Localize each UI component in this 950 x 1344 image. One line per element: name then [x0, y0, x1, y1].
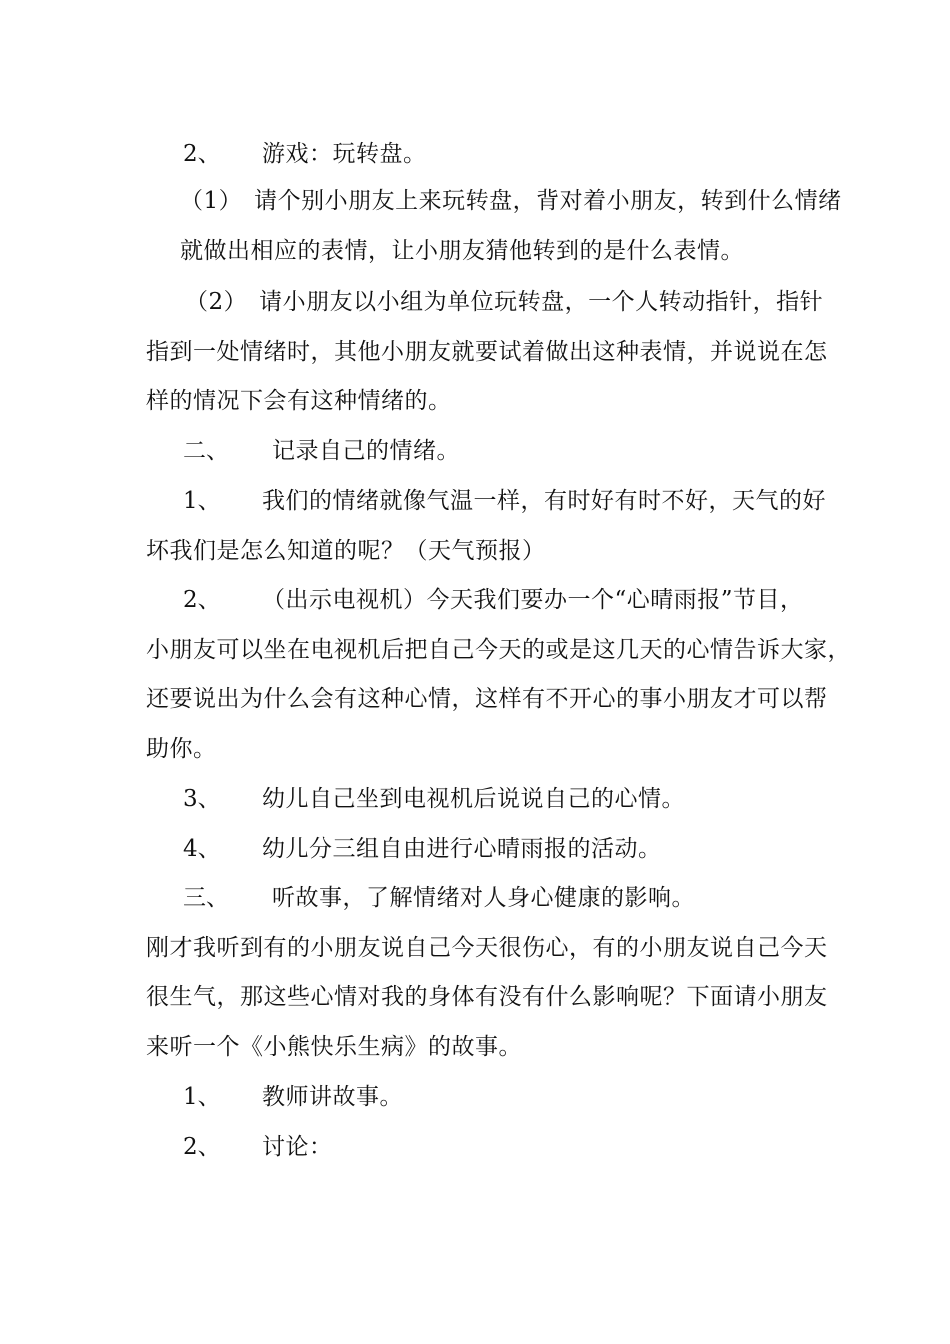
item-number: 2、: [183, 141, 221, 167]
item-number: 2、: [183, 1134, 221, 1160]
section-heading: 记录自己的情绪。: [272, 438, 460, 464]
item-number: 1、: [183, 488, 221, 514]
paragraph-line: 还要说出为什么会有这种心情，这样有不开心的事小朋友才可以帮: [146, 686, 828, 712]
item-text: 幼儿分三组自由进行心晴雨报的活动。: [262, 836, 662, 862]
paragraph-line: （1） 请个别小朋友上来玩转盘，背对着小朋友，转到什么情绪: [180, 188, 842, 214]
paragraph-line: 刚才我听到有的小朋友说自己今天很伤心，有的小朋友说自己今天: [146, 935, 828, 961]
item-text: 教师讲故事。: [262, 1084, 403, 1110]
paragraph-line: 指到一处情绪时，其他小朋友就要试着做出这种表情，并说说在怎: [146, 339, 828, 365]
paragraph-line: （2） 请小朋友以小组为单位玩转盘，一个人转动指针，指针: [185, 289, 824, 315]
item-text: （出示电视机）今天我们要办一个“心晴雨报”节目，: [262, 587, 804, 613]
item-number: 1、: [183, 1084, 221, 1110]
item-text: 幼儿自己坐到电视机后说说自己的心情。: [262, 786, 685, 812]
paragraph-line: 样的情况下会有这种情绪的。: [146, 388, 452, 414]
paragraph-line: 来听一个《小熊快乐生病》的故事。: [146, 1034, 522, 1060]
paragraph-line: 小朋友可以坐在电视机后把自己今天的或是这几天的心情告诉大家，: [146, 637, 851, 663]
item-number: 2、: [183, 587, 221, 613]
item-number: 4、: [183, 836, 221, 862]
paragraph-line: 坏我们是怎么知道的呢？（天气预报）: [146, 538, 546, 564]
item-text: 我们的情绪就像气温一样，有时好有时不好，天气的好: [262, 488, 826, 514]
section-number: 二、: [183, 438, 229, 464]
section-heading: 听故事，了解情绪对人身心健康的影响。: [272, 885, 695, 911]
paragraph-line: 就做出相应的表情，让小朋友猜他转到的是什么表情。: [180, 238, 744, 264]
section-number: 三、: [183, 885, 229, 911]
item-number: 3、: [183, 786, 221, 812]
paragraph-line: 助你。: [146, 736, 217, 762]
item-text: 游戏：玩转盘。: [262, 141, 427, 167]
paragraph-line: 很生气，那这些心情对我的身体有没有什么影响呢？下面请小朋友: [146, 984, 828, 1010]
item-text: 讨论：: [262, 1134, 333, 1160]
